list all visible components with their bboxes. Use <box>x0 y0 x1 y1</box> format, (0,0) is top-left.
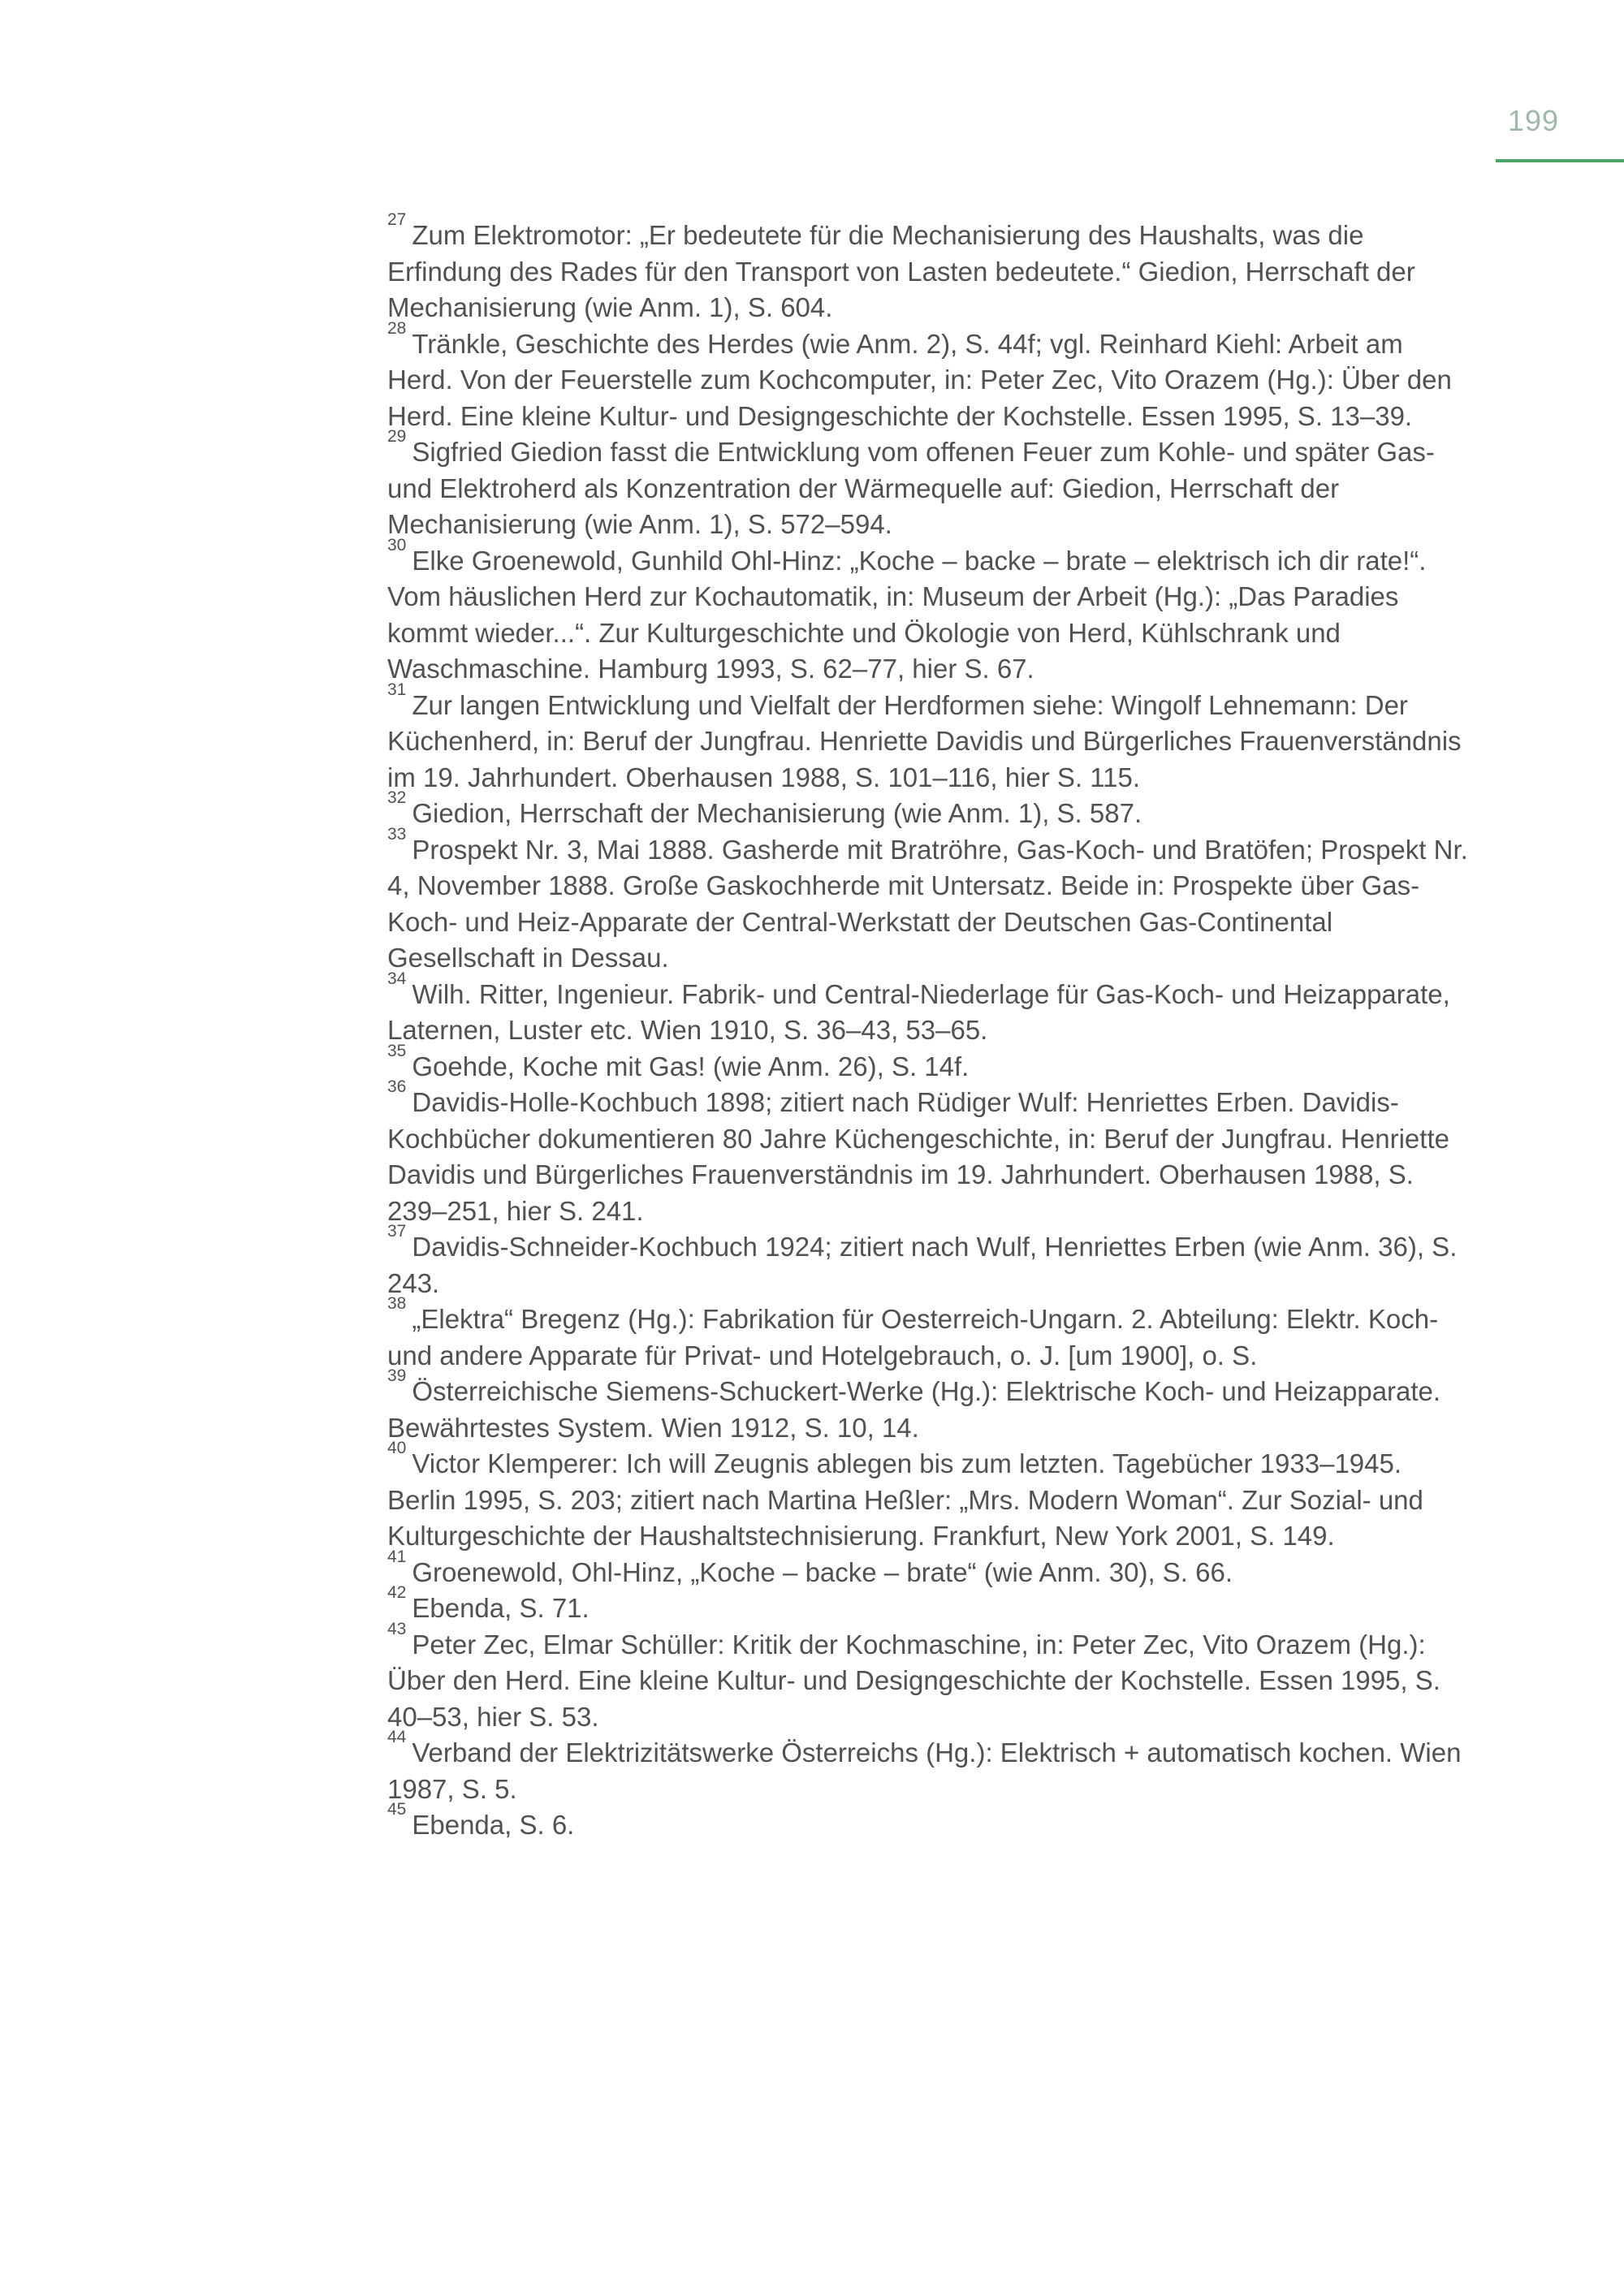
footnote-number: 44 <box>387 1728 407 1746</box>
footnote-text: Zur langen Entwicklung und Vielfalt der Herdformen siehe: Wingolf Lehnemann: Der Küchenherd, in: Beruf der Jungfrau. Henriette Davidis und Bürgerliches Frauenverständnis im 19. Jahrhundert. Oberhausen 1988, S. 101–116, hier S. 115. <box>387 689 1462 792</box>
footnote-text: Zum Elektromotor: „Er bedeutete für die Mechanisierung des Haushalts, was die Erfindung des Rades für den Transport von Lasten bedeutete.“ Giedion, Herrschaft der Mechanisierung (wie Anm. 1), S. 604. <box>387 220 1415 322</box>
footnote-text: „Elektra“ Bregenz (Hg.): Fabrikation für Oesterreich-Ungarn. 2. Abteilung: Elektr. Koch- und andere Apparate für Privat- und Hotelgebrauch, o. J. [um 1900], o. S. <box>387 1304 1439 1370</box>
footnote <box>387 1728 1469 1807</box>
footnote <box>387 1366 1469 1446</box>
footnote-number: 42 <box>387 1583 407 1602</box>
footnote-text: Peter Zec, Elmar Schüller: Kritik der Kochmaschine, in: Peter Zec, Vito Orazem (Hg.): Über den Herd. Eine kleine Kultur- und Designgeschichte der Kochstelle. Essen 1995, S. 40–53, hier S. 53. <box>387 1629 1440 1732</box>
footnote-number: 30 <box>387 535 407 555</box>
footnote <box>387 969 1469 1049</box>
footnote-text: Groenewold, Ohl-Hinz, „Koche – backe – brate“ (wie Anm. 30), S. 66. <box>412 1556 1233 1587</box>
footnote-text: Giedion, Herrschaft der Mechanisierung (wie Anm. 1), S. 587. <box>412 798 1142 828</box>
footnote-text: Victor Klemperer: Ich will Zeugnis ablegen bis zum letzten. Tagebücher 1933–1945. Berlin 1995, S. 203; zitiert nach Martina Heßler: „Mrs. Modern Woman“. Zur Sozial- und Kulturgeschichte der Haushaltstechnisierung. Frankfurt, New York 2001, S. 149. <box>387 1448 1423 1551</box>
footnote <box>387 680 1469 796</box>
footnote-text: Verband der Elektrizitätswerke Österreichs (Hg.): Elektrisch + automatisch kochen. Wien 1987, S. 5. <box>387 1737 1462 1804</box>
footnote-text: Wilh. Ritter, Ingenieur. Fabrik- und Central-Niederlage für Gas-Koch- und Heizapparate, Laternen, Luster etc. Wien 1910, S. 36–43, 53–65. <box>387 978 1450 1045</box>
footnote-number: 38 <box>387 1294 407 1313</box>
footnote <box>387 210 1469 326</box>
footnote-text: Elke Groenewold, Gunhild Ohl-Hinz: „Koche – backe – brate – elektrisch ich dir rate!“. Vom häuslichen Herd zur Kochautomatik, in: Museum der Arbeit (Hg.): „Das Paradies kommt wieder...“. Zur Kulturgeschichte und Ökologie von Herd, Kühlschrank und Waschmaschine. Hamburg 1993, S. 62–77, hier S. 67. <box>387 545 1427 684</box>
footnote-number: 37 <box>387 1222 407 1241</box>
footnote-text: Ebenda, S. 71. <box>412 1593 590 1623</box>
footnote-number: 36 <box>387 1077 407 1096</box>
footnote-number: 32 <box>387 788 407 807</box>
footnote-number: 27 <box>387 210 407 229</box>
footnote-text: Sigfried Giedion fasst die Entwicklung vom offenen Feuer zum Kohle- und später Gas- und Elektroherd als Konzentration der Wärmequelle auf: Giedion, Herrschaft der Mechanisierung (wie Anm. 1), S. 572–594. <box>387 437 1435 539</box>
footnote-text: Goehde, Koche mit Gas! (wie Anm. 26), S. 14f. <box>412 1051 970 1081</box>
footnote-number: 39 <box>387 1366 407 1385</box>
footnote <box>387 427 1469 543</box>
footnote-text: Davidis-Holle-Kochbuch 1898; zitiert nach Rüdiger Wulf: Henriettes Erben. Davidis-Kochbücher dokumentieren 80 Jahre Küchengeschichte, in: Beruf der Jungfrau. Henriette Davidis und Bürgerliches Frauenverständnis im 19. Jahrhundert. Oberhausen 1988, S. 239–251, hier S. 241. <box>387 1087 1449 1226</box>
footnote <box>387 318 1469 435</box>
footnote-number: 31 <box>387 680 407 699</box>
footnote-text: Österreichische Siemens-Schuckert-Werke (Hg.): Elektrische Koch- und Heizapparate. Bewährtestes System. Wien 1912, S. 10, 14. <box>387 1376 1441 1443</box>
footnote <box>387 788 1469 832</box>
footnote-text: Tränkle, Geschichte des Herdes (wie Anm. 2), S. 44f; vgl. Reinhard Kiehl: Arbeit am Herd. Von der Feuerstelle zum Kochcomputer, in: Peter Zec, Vito Orazem (Hg.): Über den Herd. Eine kleine Kultur- und Designgeschichte der Kochstelle. Essen 1995, S. 13–39. <box>387 328 1452 431</box>
footnote <box>387 1222 1469 1301</box>
footnote <box>387 1077 1469 1229</box>
footnote <box>387 1583 1469 1627</box>
footnote-number: 28 <box>387 318 407 338</box>
footnote <box>387 1041 1469 1086</box>
footnotes-section <box>387 210 1469 1844</box>
page-rule-divider <box>1496 159 1624 162</box>
footnote <box>387 824 1469 977</box>
footnote-text: Davidis-Schneider-Kochbuch 1924; zitiert nach Wulf, Henriettes Erben (wie Anm. 36), S. 243. <box>387 1232 1458 1298</box>
footnote-number: 41 <box>387 1547 407 1566</box>
footnote <box>387 1800 1469 1844</box>
footnote-number: 33 <box>387 824 407 844</box>
footnote <box>387 535 1469 688</box>
page-number: 199 <box>1507 104 1559 137</box>
footnote <box>387 1439 1469 1555</box>
footnote <box>387 1294 1469 1374</box>
footnote-text: Ebenda, S. 6. <box>412 1810 575 1840</box>
footnote-number: 45 <box>387 1800 407 1819</box>
footnote-number: 43 <box>387 1619 407 1638</box>
footnote-number: 40 <box>387 1439 407 1457</box>
footnote-number: 34 <box>387 969 407 988</box>
footnote <box>387 1619 1469 1736</box>
footnote-number: 35 <box>387 1041 407 1060</box>
footnote-number: 29 <box>387 427 407 446</box>
footnote <box>387 1547 1469 1591</box>
footnote-text: Prospekt Nr. 3, Mai 1888. Gasherde mit Bratröhre, Gas-Koch- und Bratöfen; Prospekt Nr. 4, November 1888. Große Gaskochherde mit Untersatz. Beide in: Prospekte über Gas-Koch- und Heiz-Apparate der Central-Werkstatt der Deutschen Gas-Continental Gesellschaft in Dessau. <box>387 834 1468 973</box>
